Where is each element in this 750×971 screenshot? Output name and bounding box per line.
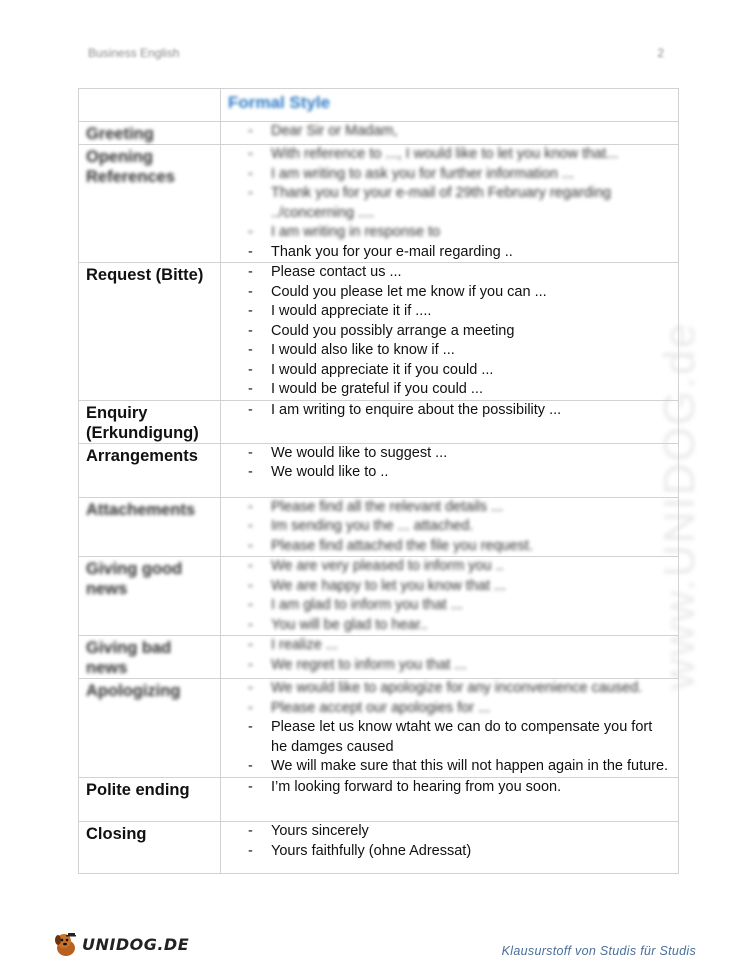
phrase-item: - I am writing in response to <box>221 223 678 243</box>
row-label: Apologizing <box>86 682 181 700</box>
phrase-item: - I would also like to know if ... <box>221 341 678 361</box>
phrase-item: - I am writing to enquire about the possibility ... <box>221 401 678 421</box>
phrase-item: - Im sending you the ... attached. <box>221 517 678 537</box>
table-row <box>79 400 679 443</box>
row-label-cell <box>79 822 221 874</box>
table-row <box>79 443 679 497</box>
phrase-list <box>221 822 678 861</box>
row-label-cell <box>79 145 221 263</box>
row-phrases-cell <box>221 145 679 263</box>
row-phrases-cell <box>221 822 679 874</box>
phrase-list <box>221 444 678 483</box>
phrase-item: - You will be glad to hear.. <box>221 616 678 636</box>
phrase-list <box>221 145 678 262</box>
row-phrases-cell <box>221 263 679 401</box>
row-label: Giving good news <box>86 560 183 598</box>
row-label-cell <box>79 497 221 557</box>
phrase-item: - We would like to .. <box>221 463 678 483</box>
row-phrases-cell <box>221 497 679 557</box>
row-label-cell <box>79 777 221 822</box>
phrase-list <box>221 122 678 142</box>
table-row <box>79 145 679 263</box>
phrase-item: - I am glad to inform you that ... <box>221 596 678 616</box>
phrase-item: - Could you possibly arrange a meeting <box>221 322 678 342</box>
row-label: Arrangements <box>86 446 198 465</box>
phrase-item: - Thank you for your e-mail regarding .. <box>221 243 678 263</box>
phrase-list <box>221 636 678 675</box>
phrase-table <box>78 88 679 874</box>
phrase-item: - Yours sincerely <box>221 822 678 842</box>
title-row-label-cell <box>79 89 221 122</box>
table-row <box>79 263 679 401</box>
phrase-item: - We are very pleased to inform you .. <box>221 557 678 577</box>
table-row <box>79 822 679 874</box>
phrase-item: - We are happy to let you know that ... <box>221 577 678 597</box>
phrase-list <box>221 557 678 635</box>
dog-mascot-icon <box>52 930 80 958</box>
phrase-list <box>221 263 678 400</box>
row-phrases-cell <box>221 443 679 497</box>
phrase-item: - Could you please let me know if you can ... <box>221 283 678 303</box>
phrase-item: - Please let us know wtaht we can do to compensate you fort he damges caused <box>221 718 678 757</box>
cell-spacer <box>221 797 678 821</box>
phrase-list <box>221 498 678 557</box>
table-row <box>79 679 679 778</box>
phrase-item: - Thank you for your e-mail of 29th February regarding ../concerning .... <box>221 184 678 223</box>
phrase-item: - We would like to suggest ... <box>221 444 678 464</box>
phrase-item: - Please find all the relevant details ... <box>221 498 678 518</box>
phrase-item: - Please accept our apologies for ... <box>221 699 678 719</box>
phrase-list <box>221 679 678 777</box>
phrase-item: - Please find attached the file you request. <box>221 537 678 557</box>
phrase-item: - I am writing to ask you for further information ... <box>221 165 678 185</box>
row-label-cell <box>79 122 221 145</box>
phrase-item: - Dear Sir or Madam, <box>221 122 678 142</box>
logo-text: UNIDOG.DE <box>82 935 190 954</box>
phrase-item: - We will make sure that this will not happen again in the future. <box>221 757 678 777</box>
table-row <box>79 636 679 679</box>
page-number: 2 <box>657 46 664 60</box>
cell-spacer <box>221 420 678 432</box>
table-row <box>79 122 679 145</box>
title-row-body-cell <box>221 89 679 122</box>
phrase-item: - I would appreciate it if .... <box>221 302 678 322</box>
row-phrases-cell <box>221 777 679 822</box>
row-phrases-cell <box>221 122 679 145</box>
phrase-item: - I’m looking forward to hearing from you soon. <box>221 778 678 798</box>
row-label: Closing <box>86 825 147 843</box>
row-label-cell <box>79 636 221 679</box>
row-label: Attachements <box>86 500 196 519</box>
row-phrases-cell <box>221 557 679 636</box>
row-label: Giving bad news <box>86 639 172 677</box>
row-label: Request (Bitte) <box>86 266 204 284</box>
watermark: www.UNIDOG.de <box>655 321 704 690</box>
table-row <box>79 497 679 557</box>
phrase-item: - Yours faithfully (ohne Adressat) <box>221 842 678 862</box>
phrase-item: - We regret to inform you that ... <box>221 656 678 676</box>
table-title-row <box>79 89 679 122</box>
row-label: Opening References <box>86 148 175 186</box>
row-phrases-cell <box>221 679 679 778</box>
phrase-item: - I would appreciate it if you could ... <box>221 361 678 381</box>
header-title: Business English <box>88 46 180 60</box>
unidog-logo[interactable] <box>52 930 190 958</box>
table-title: Formal Style <box>228 93 331 112</box>
footer-tagline: Klausurstoff von Studis für Studis <box>501 944 696 958</box>
row-phrases-cell <box>221 400 679 443</box>
phrase-item: - Please contact us ... <box>221 263 678 283</box>
phrase-list <box>221 778 678 798</box>
row-label-cell <box>79 400 221 443</box>
phrase-item: - We would like to apologize for any inconvenience caused. <box>221 679 678 699</box>
row-label: Greeting <box>86 125 154 143</box>
row-phrases-cell <box>221 636 679 679</box>
cell-spacer <box>221 483 678 497</box>
phrase-item: - I realize ... <box>221 636 678 656</box>
row-label-cell <box>79 557 221 636</box>
table-row <box>79 777 679 822</box>
phrase-item: - I would be grateful if you could ... <box>221 380 678 400</box>
phrase-list <box>221 401 678 421</box>
row-label-cell <box>79 443 221 497</box>
row-label: Enquiry (Erkundigung) <box>86 403 199 442</box>
cell-spacer <box>221 861 678 873</box>
table-row <box>79 557 679 636</box>
row-label-cell <box>79 679 221 778</box>
row-label: Polite ending <box>86 780 190 799</box>
phrase-item: - With reference to ..., I would like to let you know that... <box>221 145 678 165</box>
row-label-cell <box>79 263 221 401</box>
